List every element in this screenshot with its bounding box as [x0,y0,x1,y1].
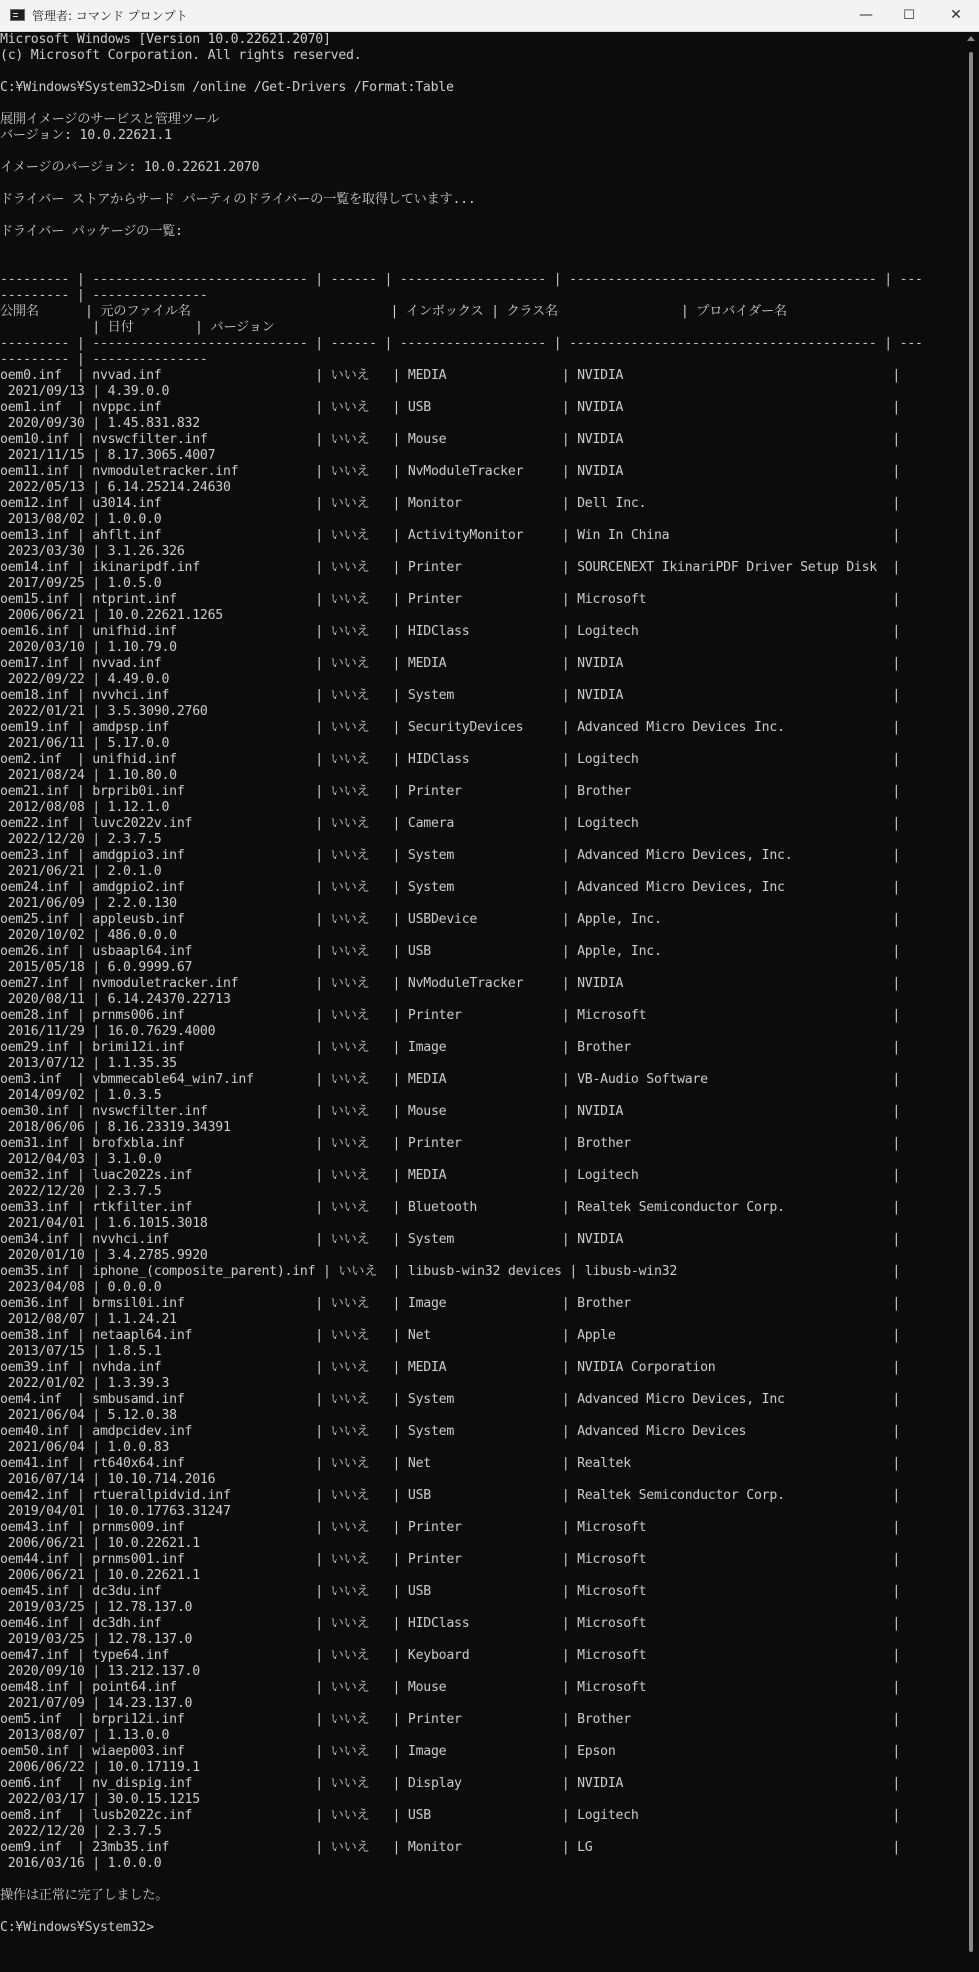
console-line: 2015/05/18 | 6.0.9999.67 [0,960,193,975]
console-line: oem19.inf | amdpsp.inf | いいえ | SecurityDevices | Advanced Micro Devices Inc. | [0,720,901,735]
console-line: ドライバー ストアからサード パーティのドライバーの一覧を取得しています... [0,192,476,207]
console-line: 2022/03/17 | 30.0.15.1215 [0,1792,200,1807]
console-line: 2021/08/24 | 1.10.80.0 [0,768,177,783]
console-line: 2022/01/02 | 1.3.39.3 [0,1376,170,1391]
console-line: oem17.inf | nvvad.inf | いいえ | MEDIA | NVIDIA | [0,656,901,671]
console-line: oem3.inf | vbmmecable64_win7.inf | いいえ | MEDIA | VB-Audio Software | [0,1072,901,1087]
console-line: イメージのバージョン: 10.0.22621.2070 [0,160,260,175]
console-line: oem50.inf | wiaep003.inf | いいえ | Image | Epson | [0,1744,901,1759]
console-line: 2017/09/25 | 1.0.5.0 [0,576,162,591]
console-line: oem27.inf | nvmoduletracker.inf | いいえ | NvModuleTracker | NVIDIA | [0,976,901,991]
console-line: oem5.inf | brpri12i.inf | いいえ | Printer | Brother | [0,1712,901,1727]
console-line: 2012/04/03 | 3.1.0.0 [0,1152,162,1167]
console-line: 2022/01/21 | 3.5.3090.2760 [0,704,208,719]
console-line: oem0.inf | nvvad.inf | いいえ | MEDIA | NVIDIA | [0,368,901,383]
console-line: oem18.inf | nvvhci.inf | いいえ | System | NVIDIA | [0,688,901,703]
console-line: 2021/06/09 | 2.2.0.130 [0,896,177,911]
console-line: Microsoft Windows [Version 10.0.22621.2070] [0,32,331,47]
console-line: 2023/04/08 | 0.0.0.0 [0,1280,162,1295]
console-line: 2021/09/13 | 4.39.0.0 [0,384,170,399]
console-line: | 日付 | バージョン [0,320,275,335]
console-line: oem36.inf | brmsil0i.inf | いいえ | Image | Brother | [0,1296,901,1311]
console-line: 2006/06/21 | 10.0.22621.1 [0,1536,200,1551]
minimize-button[interactable]: — [859,7,873,23]
console-line: C:¥Windows¥System32> [0,1920,154,1935]
console-line: oem15.inf | ntprint.inf | いいえ | Printer | Microsoft | [0,592,901,607]
console-line: oem25.inf | appleusb.inf | いいえ | USBDevice | Apple, Inc. | [0,912,901,927]
console-line: 2019/03/25 | 12.78.137.0 [0,1632,193,1647]
console-line: oem42.inf | rtuerallpidvid.inf | いいえ | USB | Realtek Semiconductor Corp. | [0,1488,901,1503]
console-line: C:¥Windows¥System32>Dism /online /Get-Drivers /Format:Table [0,80,454,95]
console-line: 2023/03/30 | 3.1.26.326 [0,544,185,559]
console-line: oem11.inf | nvmoduletracker.inf | いいえ | NvModuleTracker | NVIDIA | [0,464,901,479]
console-line: oem21.inf | brprib0i.inf | いいえ | Printer | Brother | [0,784,901,799]
console-line: --------- | --------------- [0,288,208,303]
console-line: oem10.inf | nvswcfilter.inf | いいえ | Mouse | NVIDIA | [0,432,901,447]
console-line: oem48.inf | point64.inf | いいえ | Mouse | Microsoft | [0,1680,901,1695]
console-line: oem39.inf | nvhda.inf | いいえ | MEDIA | NVIDIA Corporation | [0,1360,901,1375]
console-line: 2022/12/20 | 2.3.7.5 [0,1824,162,1839]
console-line: 2019/04/01 | 10.0.17763.31247 [0,1504,231,1519]
console-line: oem9.inf | 23mb35.inf | いいえ | Monitor | LG | [0,1840,901,1855]
console-line: 2022/09/22 | 4.49.0.0 [0,672,170,687]
vertical-scrollbar[interactable] [964,32,979,1972]
console-line: oem14.inf | ikinaripdf.inf | いいえ | Printer | SOURCENEXT IkinariPDF Driver Setup Disk | [0,560,901,575]
console-line: oem41.inf | rt640x64.inf | いいえ | Net | Realtek | [0,1456,901,1471]
console-line: ドライバー パッケージの一覧: [0,224,183,239]
console-line: 2012/08/07 | 1.1.24.21 [0,1312,177,1327]
console-line: 2006/06/21 | 10.0.22621.1265 [0,608,223,623]
console-line: oem43.inf | prnms009.inf | いいえ | Printer | Microsoft | [0,1520,901,1535]
console-line: 2020/10/02 | 486.0.0.0 [0,928,177,943]
console-line: 2021/06/11 | 5.17.0.0 [0,736,170,751]
console-line: 2012/08/08 | 1.12.1.0 [0,800,170,815]
close-button[interactable]: ✕ [950,7,962,23]
console-line: oem12.inf | u3014.inf | いいえ | Monitor | Dell Inc. | [0,496,901,511]
console-line: 2016/11/29 | 16.0.7629.4000 [0,1024,216,1039]
console-line: oem28.inf | prnms006.inf | いいえ | Printer | Microsoft | [0,1008,901,1023]
console-line: 2014/09/02 | 1.0.3.5 [0,1088,162,1103]
console-line: oem8.inf | lusb2022c.inf | いいえ | USB | Logitech | [0,1808,901,1823]
console-output[interactable] [0,32,964,1972]
console-line: --------- | --------------- [0,352,208,367]
console-line: oem2.inf | unifhid.inf | いいえ | HIDClass | Logitech | [0,752,901,767]
scroll-thumb[interactable] [969,52,973,1952]
console-line: 2021/04/01 | 1.6.1015.3018 [0,1216,208,1231]
console-line: oem23.inf | amdgpio3.inf | いいえ | System | Advanced Micro Devices, Inc. | [0,848,901,863]
window-title: 管理者: コマンド プロンプト [32,9,188,23]
maximize-button[interactable]: ☐ [903,8,915,23]
console-line: oem1.inf | nvppc.inf | いいえ | USB | NVIDIA | [0,400,901,415]
console-line: 2020/08/11 | 6.14.24370.22713 [0,992,231,1007]
console-line: oem31.inf | brofxbla.inf | いいえ | Printer | Brother | [0,1136,901,1151]
console-line: oem32.inf | luac2022s.inf | いいえ | MEDIA | Logitech | [0,1168,901,1183]
console-line: 2021/07/09 | 14.23.137.0 [0,1696,193,1711]
console-line: oem38.inf | netaapl64.inf | いいえ | Net | Apple | [0,1328,901,1343]
console-line: 2021/11/15 | 8.17.3065.4007 [0,448,216,463]
console-line: oem29.inf | brimi12i.inf | いいえ | Image | Brother | [0,1040,901,1055]
console-line: 2022/05/13 | 6.14.25214.24630 [0,480,231,495]
console-line: 2019/03/25 | 12.78.137.0 [0,1600,193,1615]
console-line: 2016/03/16 | 1.0.0.0 [0,1856,162,1871]
console-line: 2013/07/15 | 1.8.5.1 [0,1344,162,1359]
console-line: 2020/09/10 | 13.212.137.0 [0,1664,200,1679]
console-line: 公開名 | 元のファイル名 | インボックス | クラス名 | プロバイダー名 [0,304,787,319]
console-line: 2013/07/12 | 1.1.35.35 [0,1056,177,1071]
console-line: 2021/06/21 | 2.0.1.0 [0,864,162,879]
console-line: oem6.inf | nv_dispig.inf | いいえ | Display | NVIDIA | [0,1776,901,1791]
console-line: --------- | ---------------------------- | ------ | ------------------- | ---------------------------------------- | --- [0,272,923,287]
scroll-up-arrow-icon[interactable] [967,36,975,41]
console-line: 2021/06/04 | 1.0.0.83 [0,1440,170,1455]
console-line: oem4.inf | smbusamd.inf | いいえ | System | Advanced Micro Devices, Inc | [0,1392,901,1407]
console-line: 2006/06/21 | 10.0.22621.1 [0,1568,200,1583]
console-line: 2013/08/02 | 1.0.0.0 [0,512,162,527]
console-line: 2020/01/10 | 3.4.2785.9920 [0,1248,208,1263]
console-line: 2020/03/10 | 1.10.79.0 [0,640,177,655]
console-line: 2022/12/20 | 2.3.7.5 [0,832,162,847]
console-line: oem46.inf | dc3dh.inf | いいえ | HIDClass | Microsoft | [0,1616,901,1631]
console-line: --------- | ---------------------------- | ------ | ------------------- | ---------------------------------------- | --- [0,336,923,351]
console-line: oem13.inf | ahflt.inf | いいえ | ActivityMonitor | Win In China | [0,528,901,543]
console-line: oem16.inf | unifhid.inf | いいえ | HIDClass | Logitech | [0,624,901,639]
console-line: oem22.inf | luvc2022v.inf | いいえ | Camera | Logitech | [0,816,901,831]
console-line: oem45.inf | dc3du.inf | いいえ | USB | Microsoft | [0,1584,901,1599]
console-line: 展開イメージのサービスと管理ツール [0,112,220,127]
console-line: oem34.inf | nvvhci.inf | いいえ | System | NVIDIA | [0,1232,901,1247]
console-line: 2020/09/30 | 1.45.831.832 [0,416,200,431]
console-line: 2022/12/20 | 2.3.7.5 [0,1184,162,1199]
console-line: oem35.inf | iphone_(composite_parent).inf | いいえ | libusb-win32 devices | libusb-win32 | [0,1264,901,1279]
console-line: oem47.inf | type64.inf | いいえ | Keyboard | Microsoft | [0,1648,901,1663]
console-line: バージョン: 10.0.22621.1 [0,128,172,143]
console-line: 2013/08/07 | 1.13.0.0 [0,1728,170,1743]
console-line: oem26.inf | usbaapl64.inf | いいえ | USB | Apple, Inc. | [0,944,901,959]
console-line: (c) Microsoft Corporation. All rights reserved. [0,48,362,63]
command-prompt-icon [10,9,25,21]
console-line: oem44.inf | prnms001.inf | いいえ | Printer | Microsoft | [0,1552,901,1567]
console-line: oem33.inf | rtkfilter.inf | いいえ | Bluetooth | Realtek Semiconductor Corp. | [0,1200,901,1215]
console-line: 2021/06/04 | 5.12.0.38 [0,1408,177,1423]
console-line: oem40.inf | amdpcidev.inf | いいえ | System | Advanced Micro Devices | [0,1424,901,1439]
console-line: 操作は正常に完了しました。 [0,1888,169,1903]
console-line: oem24.inf | amdgpio2.inf | いいえ | System | Advanced Micro Devices, Inc | [0,880,901,895]
title-bar [0,0,979,32]
console-line: 2016/07/14 | 10.10.714.2016 [0,1472,216,1487]
console-line: oem30.inf | nvswcfilter.inf | いいえ | Mouse | NVIDIA | [0,1104,901,1119]
console-line: 2006/06/22 | 10.0.17119.1 [0,1760,200,1775]
console-line: 2018/06/06 | 8.16.23319.34391 [0,1120,231,1135]
